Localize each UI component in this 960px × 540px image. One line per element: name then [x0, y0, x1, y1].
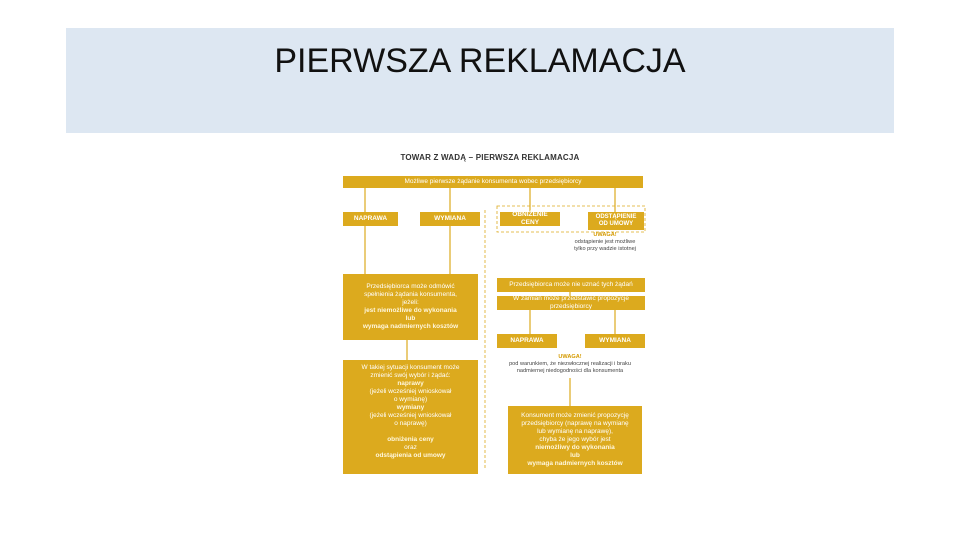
left-choice-box: W takiej sytuacji konsument może zmienić swój wybór i żądać: naprawy (jeżeli wcześniej wnioskował o wymianę) wymiany (jeżeli wcześniej wnioskował o naprawę) obniżenia ceny oraz odstąpienia od umowy — [343, 360, 478, 474]
right-refuse-box: Przedsiębiorca może nie uznać tych żądań — [497, 278, 645, 292]
option-obnizenie-ceny: OBNIŻENIE CENY — [500, 212, 560, 226]
option-naprawa: NAPRAWA — [343, 212, 398, 226]
left-refuse-box: Przedsiębiorca może odmówić spełnienia żądania konsumenta, jeżeli: jest niemożliwe do wykonania lub wymaga nadmiernych kosztów — [343, 274, 478, 340]
right-proposal-box: W zamian może przedstawić propozycje przedsiębiorcy — [497, 296, 645, 310]
page-title: PIERWSZA REKLAMACJA — [274, 42, 686, 80]
note-warunek: UWAGA! pod warunkiem, że niezwłocznej realizacji i braku nadmiernej niedogodności dla konsumenta — [509, 354, 631, 374]
option-odstapienie: ODSTĄPIENIE OD UMOWY — [588, 212, 644, 230]
right-option-naprawa: NAPRAWA — [497, 334, 557, 348]
first-request-box: Możliwe pierwsze żądanie konsumenta wobec przedsiębiorcy — [343, 176, 643, 188]
flow-diagram — [330, 150, 650, 480]
option-wymiana: WYMIANA — [420, 212, 480, 226]
note-odstapienie: UWAGA! odstąpienie jest możliwe tylko przy wadzie istotnej — [574, 232, 636, 252]
title-banner — [66, 28, 894, 133]
right-option-wymiana: WYMIANA — [585, 334, 645, 348]
right-bottom-box: Konsument może zmienić propozycję przedsiębiorcy (naprawę na wymianę lub wymianę na naprawę), chyba że jego wybór jest niemożliwy do wykonania lub wymaga nadmiernych kosztów — [508, 406, 642, 474]
diagram-title: TOWAR Z WADĄ – PIERWSZA REKLAMACJA — [400, 153, 580, 162]
